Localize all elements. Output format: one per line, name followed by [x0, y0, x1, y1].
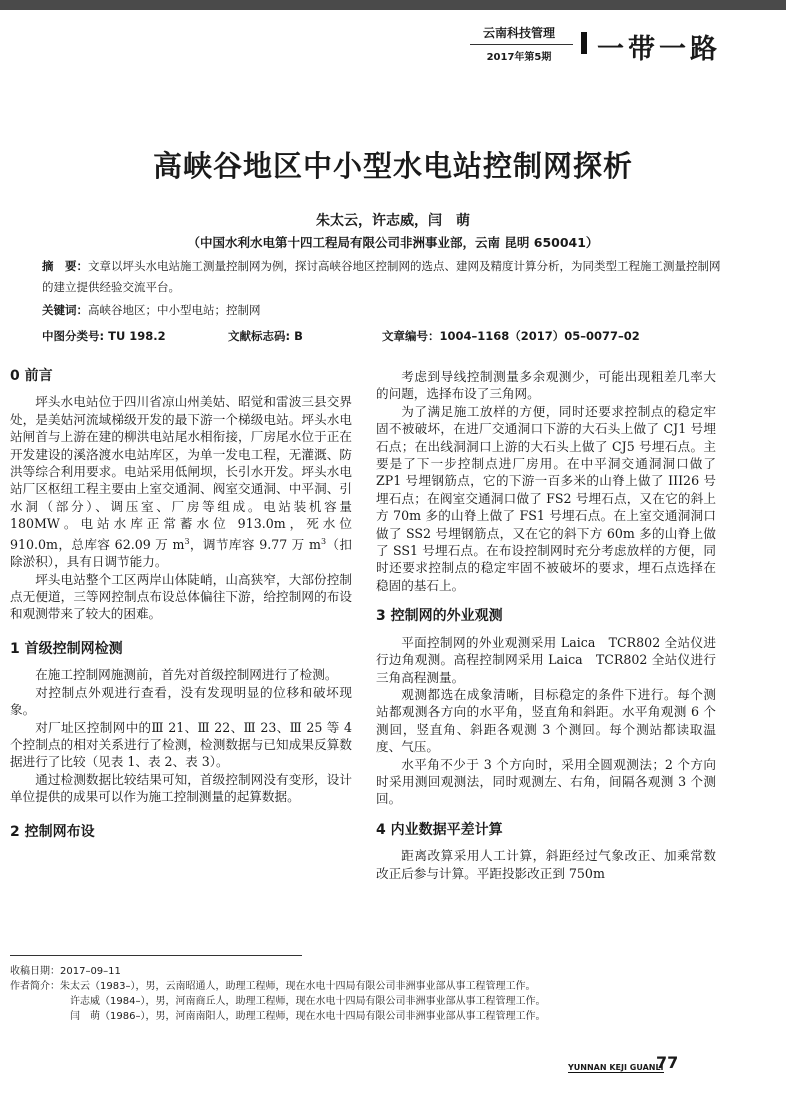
header-rule: [470, 44, 573, 45]
footnote-rule: [10, 955, 302, 956]
section-heading-0: 0 前言: [10, 368, 53, 384]
journal-issue: 2017年第5期: [486, 52, 552, 63]
paragraph: 平面控制网的外业观测采用 Laica TCR802 全站仪进行边角观测。高程控制网采用 Laica TCR802 全站仪进行三角高程测量。: [376, 634, 716, 685]
author-bio: 许志威（1984–），男，河南商丘人，助理工程师，现在水电十四局有限公司非洲事业部从事工程管理工作。: [70, 996, 546, 1007]
journal-name: 云南科技管理: [482, 26, 555, 40]
abstract: [42, 256, 722, 298]
top-scan-border: [0, 0, 786, 10]
keywords: [42, 302, 261, 318]
paragraph: 考虑到导线控制测量多余观测少，可能出现粗差几率大的问题，选择布设了三角网。: [376, 369, 716, 402]
column-name: 一带一路: [597, 34, 721, 65]
left-column: [10, 368, 352, 849]
section-heading-4: 4 内业数据平差计算: [376, 821, 503, 838]
abstract-text: 文章以坪头水电站施工测量控制网为例，探讨高峡谷地区控制网的选点、建网及精度计算分析，为同类型工程施工测量控制网的建立提供经验交流平台。: [42, 259, 721, 294]
clc-number: 中图分类号: TU 198.2: [42, 329, 166, 343]
paragraph: 水平角不少于 3 个方向时，采用全圆观测法；2 个方向时采用测回观测法，同时观测左、右角，间隔各观测 3 个测回。: [376, 756, 716, 807]
abstract-label: 摘 要：: [42, 259, 88, 273]
keywords-text: 高峡谷地区；中小型电站；控制网: [88, 303, 261, 317]
header-bar: [581, 32, 587, 54]
paragraph: 为了满足施工放样的方便，同时还要求控制点的稳定牢固不被破坏，在进厂交通洞口下游的大石头上做了 CJ1 号埋石点；在出线洞洞口上游的大石头上做了 CJ5 号埋石点。主要是了下一步控制点进厂房用。在中平洞交通洞洞口做了 ZP1 号埋钢筋点，它的下游一百多米的山脊上做了 III26 号埋石点；在阀室交通洞口做了 FS2 号埋石点，又在它的斜上方 70m 多的山脊上做了 FS1 号埋石点。在上室交通洞洞口做了 SS2 号埋钢筋点，又在它的斜下方 60m 多的山脊上做了 SS1 号埋石点。在布设控制网时充分考虑放样的方便，同时还要求控制点的稳定牢固不被破坏的要求，埋石点选择在稳固的基石上。: [376, 403, 716, 593]
footer-journal: YUNNAN KEJI GUANLI: [568, 1063, 664, 1072]
section-heading-1: 1 首级控制网检测: [10, 640, 123, 657]
article-number: 文章编号：1004–1168（2017）05–0077–02: [382, 329, 640, 343]
affiliation: （中国水利水电第十四工程局有限公司非洲事业部，云南 昆明 650041）: [187, 235, 599, 250]
author-bio: 作者简介：朱太云（1983–），男，云南昭通人，助理工程师，现在水电十四局有限公司非洲事业部从事工程管理工作。: [10, 981, 536, 992]
paragraph: 通过检测数据比较结果可知，首级控制网没有变形，设计单位提供的成果可以作为施工控制测量的起算数据。: [10, 771, 352, 805]
section-heading-2: 2 控制网布设: [10, 823, 95, 840]
right-column: [376, 368, 716, 882]
paragraph: 坪头水电站位于四川省凉山州美姑、昭觉和雷波三县交界处，是美姑河流域梯级开发的最下游一个梯级电站。坪头水电站闸首与上游在建的柳洪电站尾水相衔接，厂房尾水位于正在开发建设的溪洛渡水电站库区，为单一发电工程，无灌溉、防洪等综合利用要求。电站采用低闸坝，长引水开发。坪头水电站厂区枢纽工程主要由上室交通洞、阀室交通洞、中平洞、引水洞（部分）、调压室、厂房等组成。电站装机容量 180MW。电站水库正常蓄水位 913.0m，死水位 910.0m，总库容 62.09 万 $m^3$，调节库容 9.77 万 $m^3$（扣除淤积），具有日调节能力。: [10, 394, 352, 570]
keywords-label: 关键词：: [42, 303, 88, 317]
document-code: 文献标志码: B: [228, 329, 303, 343]
paragraph: 对厂址区控制网中的Ⅲ 21、Ⅲ 22、Ⅲ 23、Ⅲ 25 等 4 个控制点的相对关系进行了检测，检测数据与已知成果反算数据进行了比较（见表 1、表 2、表 3）。: [10, 719, 352, 770]
received-date: 收稿日期：2017–09–11: [10, 966, 121, 977]
paragraph: 在施工控制网施测前，首先对首级控制网进行了检测。: [35, 667, 338, 683]
page-number: 77: [656, 1053, 679, 1072]
paragraph: 坪头电站整个工区两岸山体陡峭，山高狭窄，大部份控制点无便道，三等网控制点布设总体偏往下游，给控制网的布设和观测带来了较大的困难。: [10, 571, 352, 622]
paragraph: 对控制点外观进行查看，没有发现明显的位移和破坏现象。: [10, 684, 352, 718]
paragraph: 距离改算采用人工计算，斜距经过气象改正、加乘常数改正后参与计算。平距投影改正到 750m: [376, 848, 716, 881]
paragraph: 观测都选在成象清晰，目标稳定的条件下进行。每个测站都观测各方向的水平角，竖直角和斜距。水平角观测 6 个测回，竖直角、斜距各观测 3 个测回。每个测站都读取温度、气压。: [376, 686, 716, 755]
authors: 朱太云，许志威，闫 萌: [316, 213, 470, 229]
author-bio: 闫 萌（1986–），男，河南南阳人，助理工程师，现在水电十四局有限公司非洲事业部从事工程管理工作。: [70, 1011, 546, 1022]
section-heading-3: 3 控制网的外业观测: [376, 608, 503, 625]
article-title: 高峡谷地区中小型水电站控制网探析: [152, 149, 633, 183]
